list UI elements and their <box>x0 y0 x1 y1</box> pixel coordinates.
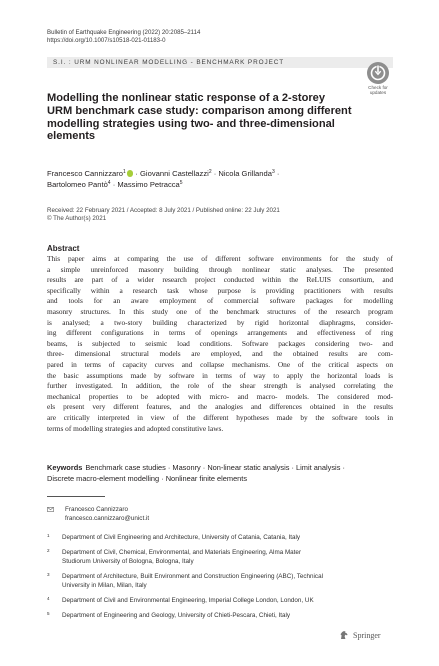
keywords-list: Benchmark case studies · Masonry · Non-linear static analysis · Limit analysis · <box>85 463 345 472</box>
affiliation-number: 1 <box>47 533 50 538</box>
affiliation-text: Department of Civil and Environmental Engineering, Imperial College London, London, UK <box>62 597 314 604</box>
check-for-updates-icon <box>367 62 389 84</box>
abstract-line: further investigated. In addition, the role of the shear strength is analysed correlating the <box>47 381 393 391</box>
keywords <box>47 463 393 484</box>
abstract-line: masonry structures. In this study one of the benchmark structures of the research program <box>47 306 393 316</box>
abstract-line: the basic assumptions made by software in terms of way to apply the horizontal loads is <box>47 370 393 380</box>
abstract-line: is analysed; a two-story building characterized by rigid horizontal diaphragms, consider- <box>47 317 393 327</box>
footnote-divider <box>47 496 105 497</box>
envelope-icon <box>47 507 54 512</box>
affiliation-text: Studiorum University of Bologna, Bologna, Italy <box>62 557 194 565</box>
corresponding-author-email[interactable]: francesco.cannizzaro@unict.it <box>65 515 150 522</box>
affiliation-number: 4 <box>47 596 50 601</box>
corresponding-author-name: Francesco Cannizzaro <box>65 506 128 513</box>
author-name[interactable]: Bartolomeo Pantò <box>47 180 108 190</box>
abstract-line: results are part of a wider research project conducted within the ReLUIS consortium, and <box>47 275 393 285</box>
affiliation-text: Department of Civil, Chemical, Environmental, and Materials Engineering, Alma Mater <box>62 549 302 556</box>
special-issue-label: S.I. : URM NONLINEAR MODELLING - BENCHMARK PROJECT <box>53 58 285 66</box>
abstract-line: and tools for an aware employment of commercial software packages for modelling <box>47 296 393 306</box>
keywords-list: Discrete macro-element modelling · Nonlinear finite elements <box>47 473 248 483</box>
abstract-line: mechanical properties to be adopted with micro- and macro- models. The considered mod- <box>47 391 393 401</box>
author-name[interactable]: Giovanni Castellazzi <box>140 169 209 178</box>
author-separator: · <box>211 169 219 178</box>
author-affiliation-number: 4 <box>107 180 111 187</box>
title-line: URM benchmark case study: comparison among different <box>47 104 352 117</box>
abstract-heading: Abstract <box>47 244 80 253</box>
author-name[interactable]: Francesco Cannizzaro <box>47 169 123 178</box>
abstract-line: beams, is subjected to seismic load conditions. Software packages considering two- and <box>47 338 393 348</box>
title-line: elements <box>47 130 96 143</box>
title-line: modelling strategies using two- and three-dimensional <box>47 117 335 130</box>
abstract-line: are critically interpreted in view of the different hypotheses made by the software tools in <box>47 412 393 422</box>
abstract-line: els present very different features, and the analogies and differences obtained in the results <box>47 402 393 412</box>
affiliation-number: 2 <box>47 548 50 553</box>
abstract-line: pared in terms of capacity curves and collapse mechanisms. One of the critical aspects on <box>47 359 393 369</box>
check-for-updates-text: Check for updates <box>368 85 388 96</box>
keywords-label: Keywords <box>47 463 83 472</box>
author-separator: · <box>133 169 141 178</box>
publisher-name: Springer <box>353 631 381 640</box>
special-issue-banner <box>47 57 393 68</box>
check-for-updates-badge[interactable] <box>365 62 391 98</box>
abstract-line: a simple unreinforced masonry building through nonlinear static analyses. The presented <box>47 264 393 274</box>
affiliation-number: 5 <box>47 611 50 616</box>
author-affiliation-number: 1 <box>122 169 126 175</box>
author-affiliation-number: 5 <box>179 180 183 187</box>
affiliation-number: 3 <box>47 572 50 577</box>
publication-dates: Received: 22 February 2021 / Accepted: 8 July 2021 / Published online: 22 July 2021 <box>47 207 280 214</box>
article-title <box>47 92 352 143</box>
affiliation-text: University in Milan, Milan, Italy <box>62 581 147 589</box>
journal-citation: Bulletin of Earthquake Engineering (2022) 20:2085–2114 <box>47 29 201 36</box>
publisher-logo <box>339 630 381 640</box>
springer-horse-icon <box>339 630 349 640</box>
abstract-line: terms of modelling strategies and adopted constitutive laws. <box>47 423 224 433</box>
abstract-body <box>47 254 393 434</box>
article-history <box>47 207 280 223</box>
abstract-line: specifically within a research task whose purpose is providing practitioners with results <box>47 285 393 295</box>
journal-header <box>47 29 200 45</box>
author-list <box>47 168 279 190</box>
author-name[interactable]: Massimo Petracca <box>117 180 180 190</box>
author-separator: · <box>110 180 118 190</box>
title-line: Modelling the nonlinear static response of a 2-storey <box>47 92 326 104</box>
affiliation-text: Department of Architecture, Built Environment and Construction Engineering (ABC), Technical <box>62 573 323 580</box>
author-affiliation-number: 3 <box>271 169 275 175</box>
author-name[interactable]: Nicola Grillanda <box>218 169 272 178</box>
author-affiliation-number: 2 <box>208 169 212 175</box>
affiliation-text: Department of Civil Engineering and Architecture, University of Catania, Catania, Italy <box>62 534 300 541</box>
affiliation-text: Department of Engineering and Geology, University of Chieti-Pescara, Chieti, Italy <box>62 612 291 619</box>
copyright-notice: © The Author(s) 2021 <box>47 215 107 222</box>
doi-link[interactable]: https://doi.org/10.1007/s10518-021-01183-0 <box>47 37 166 45</box>
author-separator: · <box>274 169 280 178</box>
abstract-line: This paper aims at comparing the use of different software environments for the study of <box>47 254 393 263</box>
abstract-line: ing different configurations in terms of openings arrangements and effectiveness of ring <box>47 328 393 338</box>
abstract-line: three- dimensional structural models are employed, and the obtained results are com- <box>47 349 393 359</box>
